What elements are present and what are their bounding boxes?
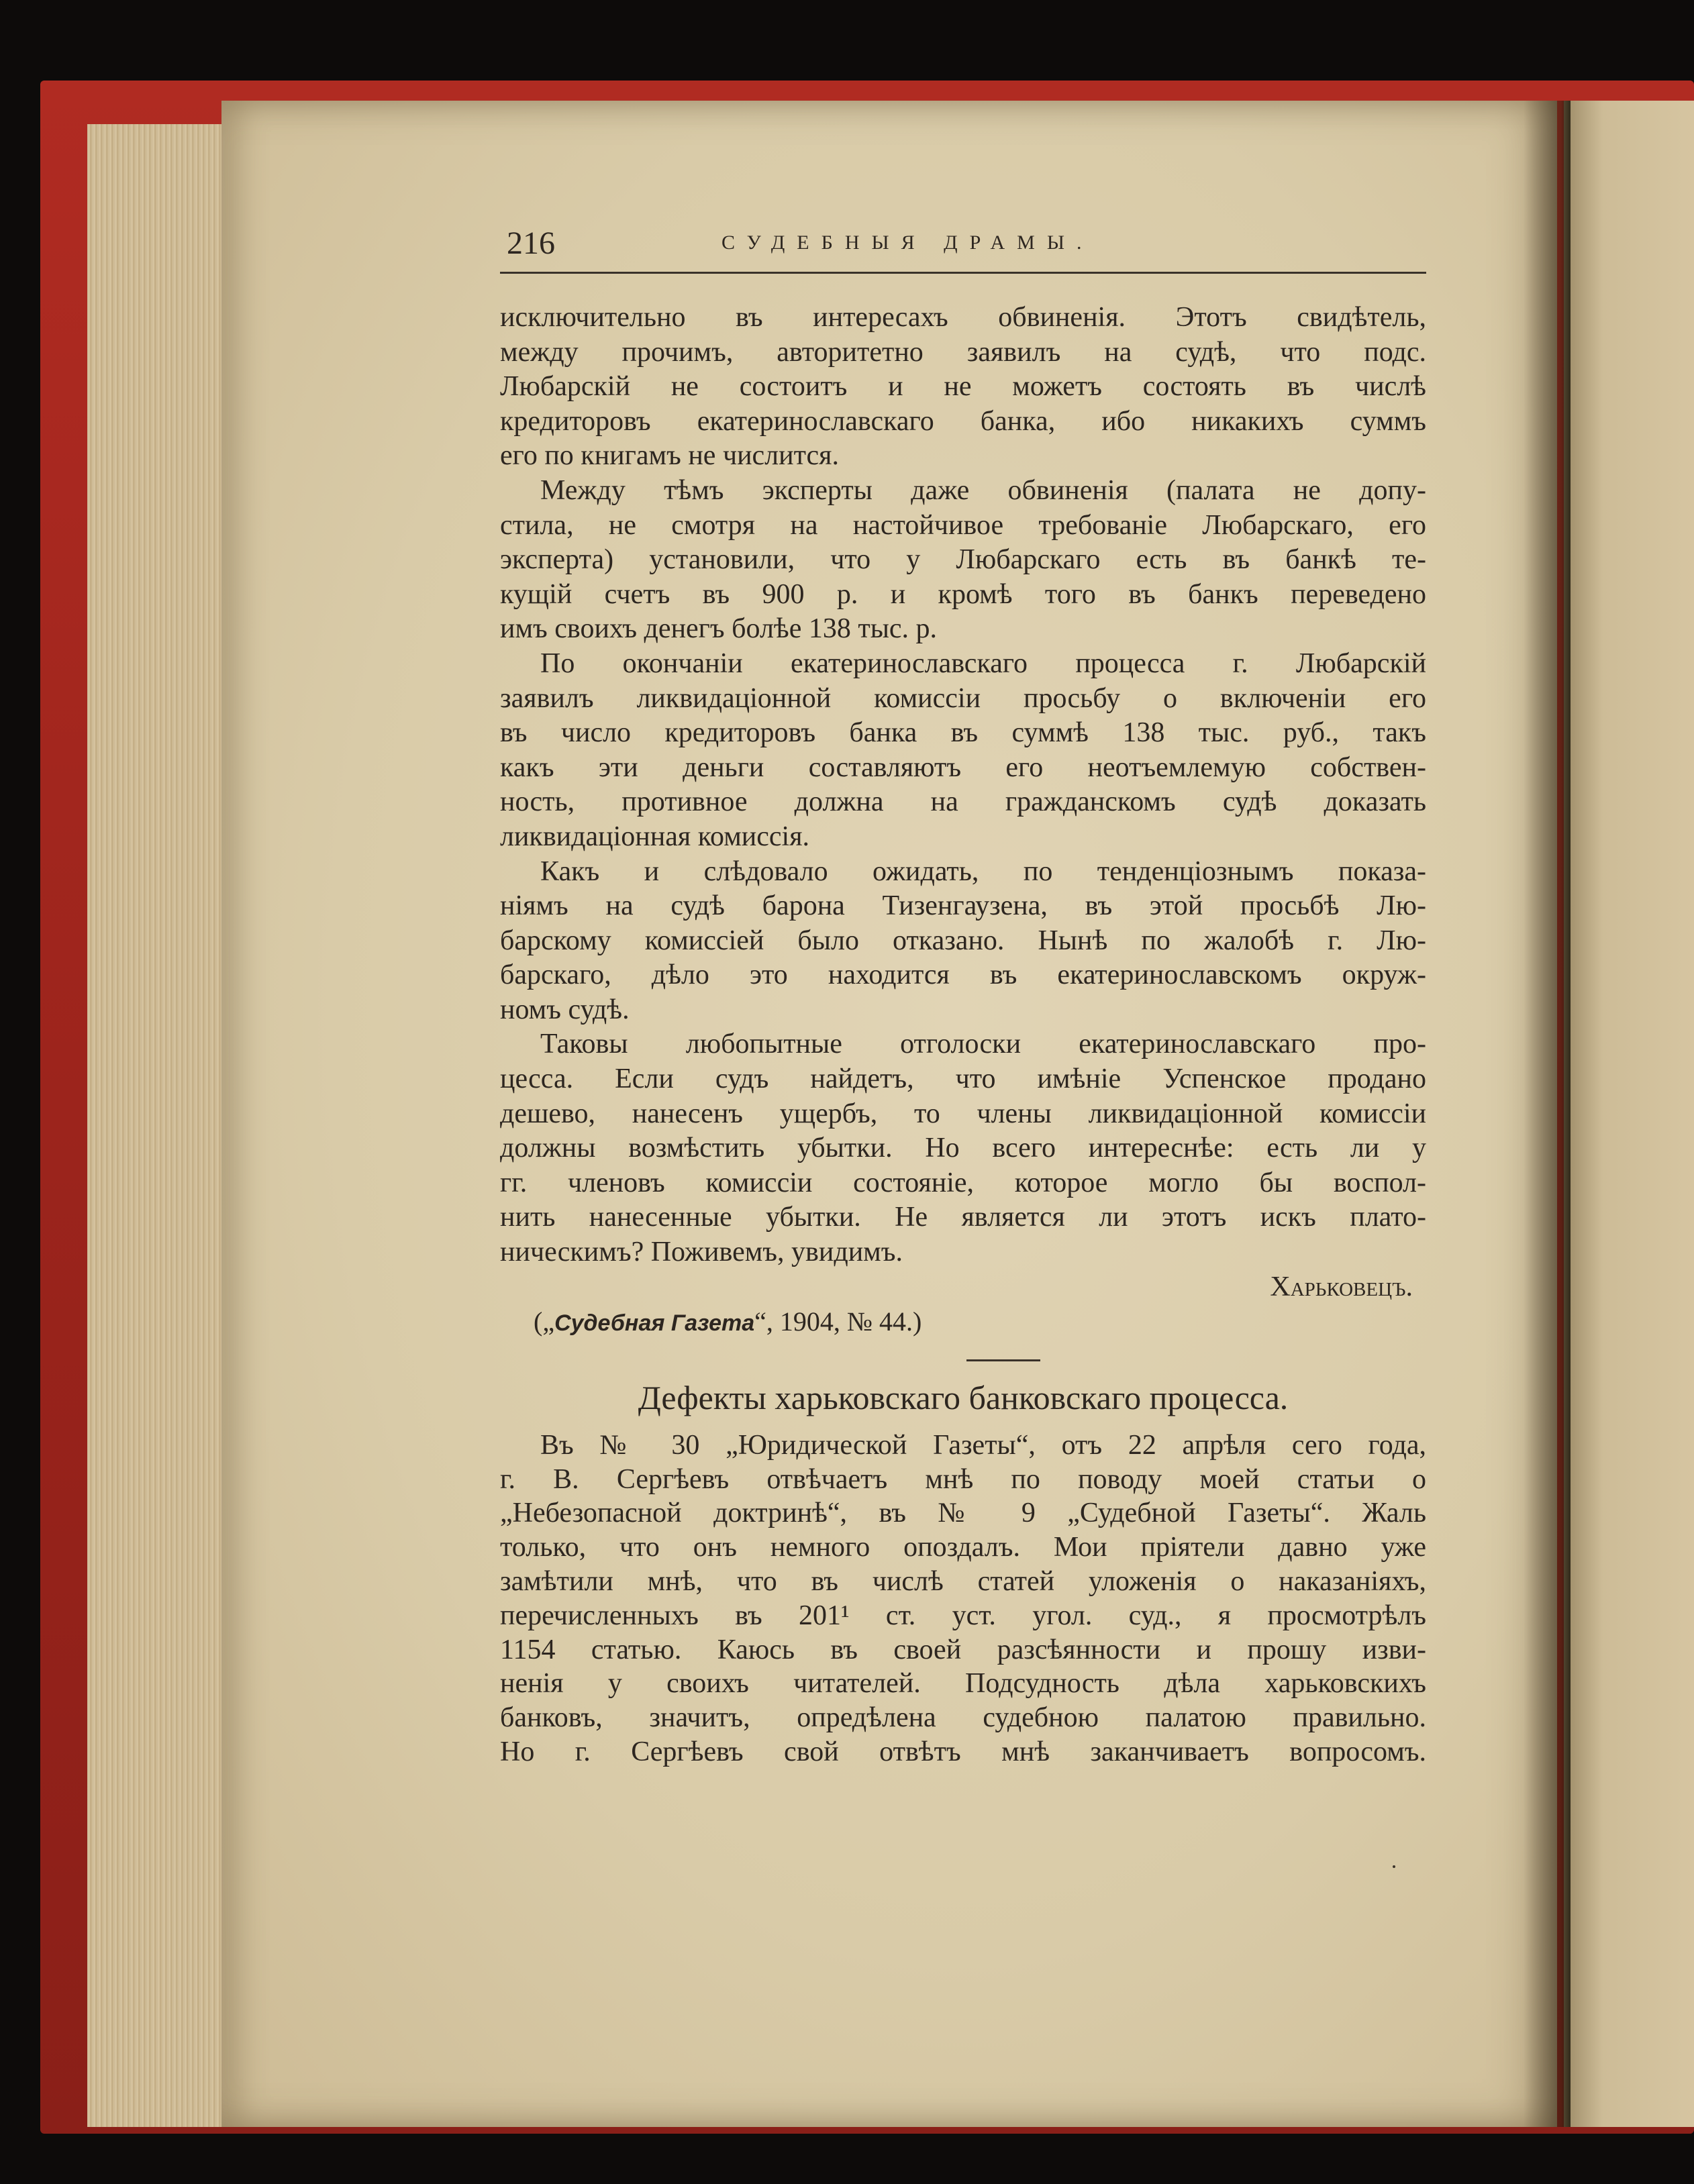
text-line: гг. членовъ комиссіи состояніе, которое могло бы воспол- xyxy=(500,1167,1426,1198)
text-line: должны возмѣстить убытки. Но всего интереснѣе: есть ли у xyxy=(500,1133,1426,1164)
facing-page-edge xyxy=(1564,101,1694,2127)
text-line: эксперта) установили, что у Любарскаго есть въ банкѣ те- xyxy=(500,544,1426,576)
section-separator xyxy=(966,1359,1040,1361)
text-line: ненія у своихъ читателей. Подсудность дѣла харьковскихъ xyxy=(500,1668,1426,1700)
source-rest: “, 1904, № 44.) xyxy=(754,1306,922,1337)
running-head xyxy=(500,225,1426,274)
page-number: 216 xyxy=(507,225,555,261)
text-line: Но г. Сергѣевъ свой отвѣтъ мнѣ заканчиваетъ вопросомъ. xyxy=(500,1736,1426,1767)
author-signature: Харьковецъ. xyxy=(1270,1271,1413,1302)
text-column xyxy=(500,225,1426,1769)
text-line: барскому комиссіей было отказано. Нынѣ по жалобѣ г. Лю- xyxy=(500,925,1426,956)
section-heading: Дефекты харьковскаго банковскаго процесса. xyxy=(638,1378,1289,1416)
text-line: въ число кредиторовъ банка въ суммѣ 138 тыс. руб., такъ xyxy=(500,717,1426,749)
text-line: кущій счетъ въ 900 р. и кромѣ того въ банкъ переведено xyxy=(500,578,1426,610)
text-line: дешево, нанесенъ ущербъ, то члены ликвидаціонной комиссіи xyxy=(500,1098,1426,1129)
text-line: замѣтили мнѣ, что въ числѣ статей уложенія о наказаніяхъ, xyxy=(500,1566,1426,1597)
text-line: По окончаніи екатеринославскаго процесса г. Любарскій xyxy=(540,647,1426,679)
source-citation xyxy=(500,1304,1426,1339)
text-line: Таковы любопытные отголоски екатеринославскаго про- xyxy=(540,1029,1426,1060)
source-open: („ xyxy=(534,1306,555,1337)
gutter-shadow xyxy=(1524,101,1571,2127)
text-line: Въ № 30 „Юридической Газеты“, отъ 22 апрѣля сего года, xyxy=(540,1429,1426,1461)
text-line: ніямъ на судѣ барона Тизенгаузена, въ этой просьбѣ Лю- xyxy=(500,890,1426,922)
text-line: цесса. Если судъ найдетъ, что имѣніе Успенское продано xyxy=(500,1063,1426,1095)
text-line: Какъ и слѣдовало ожидать, по тенденціознымъ показа- xyxy=(540,855,1426,887)
text-line: заявилъ ликвидаціонной комиссіи просьбу о включеніи его xyxy=(500,682,1426,714)
text-line: Любарскій не состоитъ и не можетъ состоять въ числѣ xyxy=(500,371,1426,403)
text-line: ническимъ? Поживемъ, увидимъ. xyxy=(500,1237,903,1268)
source-newspaper: Судебная Газета xyxy=(554,1310,755,1337)
text-line: г. В. Сергѣевъ отвѣчаетъ мнѣ по поводу моей статьи о xyxy=(500,1463,1426,1495)
text-line: нить нанесенные убытки. Не является ли этотъ искъ плато- xyxy=(500,1202,1426,1233)
text-line: „Небезопасной доктринѣ“, въ № 9 „Судебной Газеты“. Жаль xyxy=(500,1498,1426,1529)
text-line: ность, противное должна на гражданскомъ судѣ доказать xyxy=(500,786,1426,818)
text-line: ликвидаціонная комиссія. xyxy=(500,821,810,852)
text-line: перечисленныхъ въ 201¹ ст. уст. угол. суд., я просмотрѣлъ xyxy=(500,1600,1426,1631)
text-line: банковъ, значитъ, опредѣлена судебною палатою правильно. xyxy=(500,1702,1426,1734)
text-line: 1154 статью. Каюсь въ своей разсѣянности и прошу изви- xyxy=(500,1634,1426,1665)
ink-speck xyxy=(1393,1865,1395,1868)
text-line: какъ эти деньги составляютъ его неотъемлемую собствен- xyxy=(500,751,1426,783)
text-line: Между тѣмъ эксперты даже обвиненія (палата не допу- xyxy=(540,474,1426,506)
section-2 xyxy=(500,1428,1426,1769)
text-line: только, что онъ немного опоздалъ. Мои пріятели давно уже xyxy=(500,1532,1426,1563)
text-line: кредиторовъ екатеринославскаго банка, ибо никакихъ суммъ xyxy=(500,405,1426,437)
text-line: барскаго, дѣло это находится въ екатеринославскомъ окруж- xyxy=(500,959,1426,991)
text-line: между прочимъ, авторитетно заявилъ на судѣ, что подс. xyxy=(500,336,1426,368)
text-line: исключительно въ интересахъ обвиненія. Этотъ свидѣтель, xyxy=(500,302,1426,333)
text-line: номъ судѣ. xyxy=(500,994,630,1025)
text-line: стила, не смотря на настойчивое требованіе Любарскаго, его xyxy=(500,509,1426,541)
running-title: СУДЕБНЫЯ ДРАМЫ. xyxy=(721,231,1094,254)
text-line: его по книгамъ не числится. xyxy=(500,440,839,472)
section-1 xyxy=(500,301,1426,1339)
text-line: имъ своихъ денегъ болѣе 138 тыс. р. xyxy=(500,613,938,645)
